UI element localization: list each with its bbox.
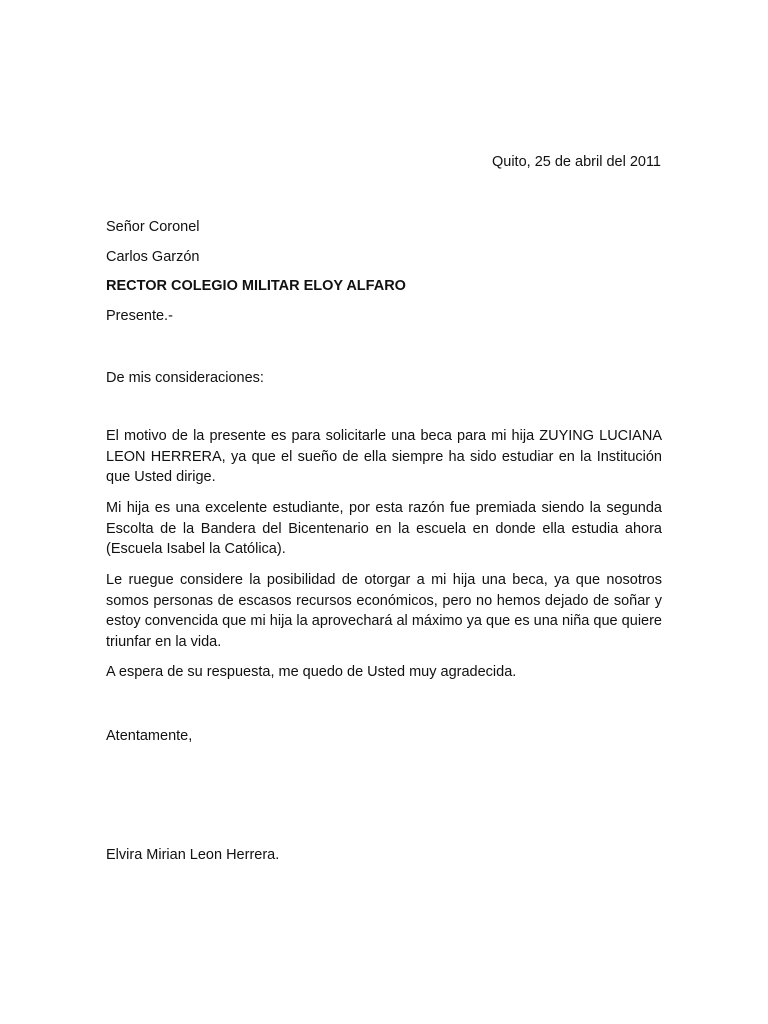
salutation: De mis consideraciones: [106,370,264,386]
recipient-presente: Presente.- [106,308,173,324]
recipient-title: Señor Coronel [106,219,200,235]
body-paragraph-2: Mi hija es una excelente estudiante, por esta razón fue premiada siendo la segunda Escolta de la Bandera del Bicentenario en la escuela en donde ella estudia ahora (Escuela Isabel la Católica). [106,500,662,557]
recipient-name: Carlos Garzón [106,249,200,265]
body-paragraph-1: El motivo de la presente es para solicitarle una beca para mi hija ZUYING LUCIANA LEON HERRERA, ya que el sueño de ella siempre ha sido estudiar en la Institución que Usted dirige. [106,428,662,485]
signature-name: Elvira Mirian Leon Herrera. [106,847,280,863]
recipient-position: RECTOR COLEGIO MILITAR ELOY ALFARO [106,278,406,294]
letter-date: Quito, 25 de abril del 2011 [491,154,661,170]
body-paragraph-4: A espera de su respuesta, me quedo de Usted muy agradecida. [106,664,517,680]
body-paragraph-3: Le ruegue considere la posibilidad de otorgar a mi hija una beca, ya que nosotros somos personas de escasos recursos económicos, pero no hemos dejado de soñar y estoy convencida que mi hija la aprovechará al máximo ya que es una niña que quiere triunfar en la vida. [106,572,662,650]
closing: Atentamente, [106,728,193,744]
